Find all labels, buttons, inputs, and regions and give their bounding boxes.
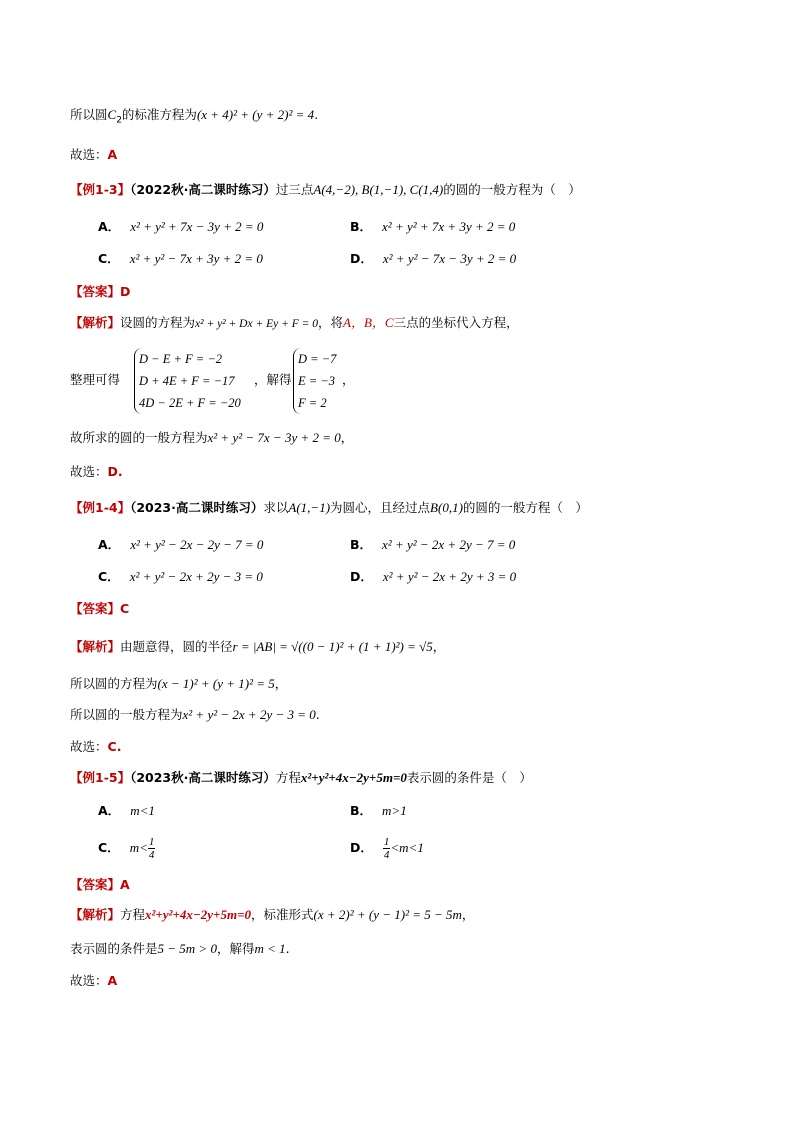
ex15-analysis-1: 【解析】方程x²+y²+4x−2y+5m=0，标准形式(x + 2)² + (y − 1)² = 5 − 5m， bbox=[70, 907, 475, 922]
ex15-option-a: A． m<1 bbox=[98, 803, 155, 818]
ex15-analysis-2: 表示圆的条件是5 − 5m > 0，解得m < 1. bbox=[70, 941, 290, 956]
ex14-option-b: B． x² + y² − 2x + 2y − 7 = 0 bbox=[350, 537, 516, 552]
solution-d: D = −7 bbox=[298, 352, 337, 366]
prev-conclusion-line: 所以圆$C_2$的标准方程为(x + 4)² + (y + 2)² = 4. bbox=[70, 107, 319, 126]
example-1-3-question: 【例1-3】（2022秋·高二课时练习）过三点A(4,−2), B(1,−1), C(1,4)的圆的一般方程为（ ） bbox=[70, 182, 581, 197]
ex13-system-label: 整理可得 bbox=[70, 372, 121, 387]
ex13-option-a: A． x² + y² + 7x − 3y + 2 = 0 bbox=[98, 219, 264, 234]
ex13-solution-end: ， bbox=[342, 372, 355, 387]
ex13-equation-system bbox=[134, 348, 241, 414]
ex15-option-b: B． m>1 bbox=[350, 803, 407, 818]
ex13-choice: 故选：D. bbox=[70, 464, 123, 479]
ex13-solve-label: ，解得 bbox=[254, 372, 292, 387]
solution-e: E = −3 bbox=[298, 374, 336, 388]
ex14-answer: 【答案】C bbox=[70, 601, 130, 616]
example-1-4-question: 【例1-4】（2023·高二课时练习）求以A(1,−1)为圆心，且经过点B(0,1)的圆的一般方程（ ） bbox=[70, 500, 588, 515]
ex14-option-a: A． x² + y² − 2x − 2y − 7 = 0 bbox=[98, 537, 264, 552]
ex14-option-c: C． x² + y² − 2x + 2y − 3 = 0 bbox=[98, 569, 263, 584]
ex14-analysis-1: 【解析】由题意得，圆的半径r = |AB| = √((0 − 1)² + (1 + 1)²) = √5， bbox=[70, 639, 446, 654]
ex13-option-d: D． x² + y² − 7x − 3y + 2 = 0 bbox=[350, 251, 517, 266]
ex14-analysis-3: 所以圆的一般方程为x² + y² − 2x + 2y − 3 = 0. bbox=[70, 707, 320, 722]
ex13-analysis-1: 【解析】设圆的方程为x² + y² + Dx + Ey + F = 0，将A，B，C三点的坐标代入方程， bbox=[70, 315, 519, 330]
fraction-one-quarter: $\frac{1}{4}$ bbox=[148, 836, 155, 861]
example-1-5-question: 【例1-5】（2023秋·高二课时练习）方程x²+y²+4x−2y+5m=0表示圆的条件是（ ） bbox=[70, 770, 532, 785]
prev-choice: 故选：A bbox=[70, 147, 118, 162]
ex13-option-c: C． x² + y² − 7x + 3y + 2 = 0 bbox=[98, 251, 263, 266]
ex13-solution-system bbox=[293, 348, 336, 414]
ex13-option-b: B． x² + y² + 7x + 3y + 2 = 0 bbox=[350, 219, 516, 234]
ex13-answer: 【答案】D bbox=[70, 284, 131, 299]
ex15-choice: 故选：A bbox=[70, 973, 118, 988]
fraction-one-quarter: $\frac{1}{4}$ bbox=[383, 836, 390, 861]
system-eq-1: D − E + F = −2 bbox=[139, 352, 223, 366]
ex14-analysis-2: 所以圆的方程为(x − 1)² + (y + 1)² = 5， bbox=[70, 676, 288, 691]
ex15-option-d: D． $\frac{1}{4}$ <m<1 bbox=[350, 836, 424, 861]
system-eq-3: 4D − 2E + F = −20 bbox=[139, 396, 241, 410]
ex15-answer: 【答案】A bbox=[70, 877, 130, 892]
ex13-result: 故所求的圆的一般方程为x² + y² − 7x − 3y + 2 = 0， bbox=[70, 430, 354, 445]
solution-f: F = 2 bbox=[298, 396, 327, 410]
ex14-option-d: D． x² + y² − 2x + 2y + 3 = 0 bbox=[350, 569, 517, 584]
system-eq-2: D + 4E + F = −17 bbox=[139, 374, 235, 388]
ex14-choice: 故选：C. bbox=[70, 739, 122, 754]
ex15-option-c: C． m< $\frac{1}{4}$ bbox=[98, 836, 155, 861]
